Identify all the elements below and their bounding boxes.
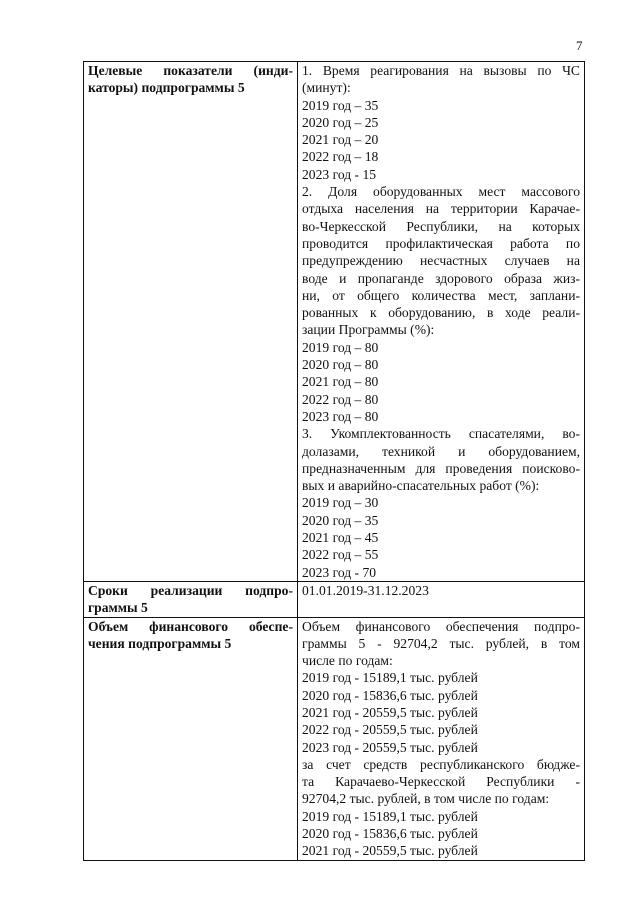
row-value-line: 2022 год – 55 [302,547,379,563]
row-value-line: граммы 5 - 92704,2 тыс. рублей, в том [302,635,580,651]
row-value-line: Объем финансового обеспечения подпро- [302,618,580,634]
row-value-cell [298,617,585,860]
page-number: 7 [576,38,583,53]
row-value-line: 2023 год – 80 [302,408,379,424]
row-value-line: ни, от общего количества мест, заплани- [302,287,580,303]
row-value-line: числе по годам: [302,653,393,669]
row-label-line: Объем финансового обеспе- [88,618,293,634]
row-value-line: 01.01.2019-31.12.2023 [302,582,429,598]
table-row [84,581,585,617]
row-value-line: 2020 год - 15836,6 тыс. рублей [302,826,478,842]
row-label-cell [84,581,298,617]
row-label-line: граммы 5 [88,600,148,616]
row-value-line: та Карачаево-Черкесской Республики - [302,774,580,790]
row-value-line: 2020 год – 80 [302,357,379,373]
row-value-line: 2023 год - 15 [302,166,377,182]
row-value-line: 2. Доля оборудованных мест массового [302,184,580,200]
row-label-cell [84,62,298,582]
row-label-line: Сроки реализации подпро- [88,582,293,598]
row-value-line: 2020 год – 25 [302,114,379,130]
row-value-line: 2019 год - 15189,1 тыс. рублей [302,670,478,686]
row-value-line: воде и пропаганде здорового образа жиз- [302,270,580,286]
row-value-line: 2021 год - 20559,5 тыс. рублей [302,704,478,720]
row-value-line: 2019 год – 30 [302,495,379,511]
row-value-line: 3. Укомплектованность спасателями, во- [302,426,580,442]
row-value-line: 1. Время реагирования на вызовы по ЧС [302,63,580,78]
row-value-line: предупреждению несчастных случаев на [302,253,580,269]
row-value-line: 2021 год - 20559,5 тыс. рублей [302,843,478,859]
row-value-line: рованных к оборудованию, в ходе реали- [302,305,580,321]
row-value-line: 2019 год – 80 [302,339,379,355]
table-row [84,62,585,582]
row-value-cell [298,62,585,582]
row-value-line: во-Черкесской Республики, на которых [302,218,580,234]
row-value-line: 2022 год - 20559,5 тыс. рублей [302,722,478,738]
row-value-line: 2023 год - 70 [302,564,377,580]
row-value-line: 2023 год - 20559,5 тыс. рублей [302,739,478,755]
row-label-cell [84,617,298,860]
row-value-line: за счет средств республиканского бюдже- [302,756,580,772]
row-value-line: 2021 год – 20 [302,132,379,148]
row-value-line: проводится профилактическая работа по [302,235,580,251]
row-value-line: вых и аварийно-спасательных работ (%): [302,478,540,494]
passport-table [83,61,585,861]
row-label-line: каторы) подпрограммы 5 [88,80,245,96]
row-value-line: 2022 год – 18 [302,149,379,165]
row-value-line: (минут): [302,80,351,96]
row-value-line: отдыха населения на территории Карачае- [302,201,580,217]
row-value-line: 2020 год – 35 [302,512,379,528]
row-value-line: 2021 год – 45 [302,530,379,546]
row-value-line: 92704,2 тыс. рублей, в том числе по годам: [302,791,550,807]
row-value-cell [298,581,585,617]
row-value-line: 2019 год - 15189,1 тыс. рублей [302,808,478,824]
row-value-line: предназначенным для проведения поисково- [302,460,580,476]
table-row [84,617,585,860]
row-value-line: 2021 год – 80 [302,374,379,390]
row-value-line: зации Программы (%): [302,322,435,338]
row-value-line: 2022 год – 80 [302,391,379,407]
row-label-line: чения подпрограммы 5 [88,635,232,651]
row-value-line: 2020 год - 15836,6 тыс. рублей [302,687,478,703]
passport-table-body [84,62,585,861]
row-label-line: Целевые показатели (инди- [88,63,293,78]
row-value-line: 2019 год – 35 [302,97,379,113]
row-value-line: долазами, техникой и оборудованием, [302,443,580,459]
